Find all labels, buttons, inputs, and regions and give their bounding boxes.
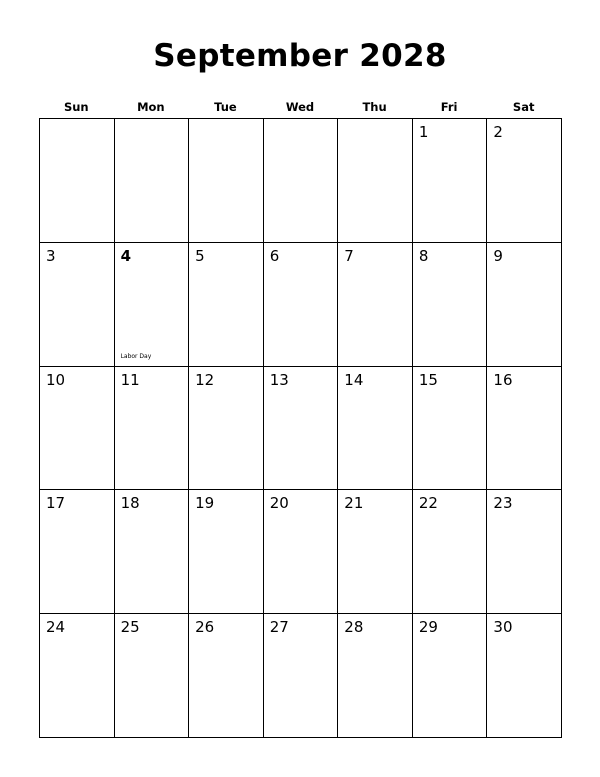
- day-cell: [413, 614, 488, 738]
- empty-day-cell: [264, 119, 339, 243]
- day-cell: [264, 490, 339, 614]
- day-number: 19: [195, 494, 215, 513]
- empty-day-cell: [338, 119, 413, 243]
- day-number: 27: [269, 618, 289, 637]
- day-cell: [413, 243, 488, 367]
- day-number: 21: [344, 494, 364, 513]
- day-number: 12: [195, 370, 215, 389]
- day-number: 28: [344, 618, 364, 637]
- day-number: 9: [493, 246, 503, 265]
- day-number: 15: [418, 370, 438, 389]
- day-number: 16: [493, 370, 513, 389]
- calendar-title: September 2028: [153, 38, 447, 74]
- day-number: 26: [195, 618, 215, 637]
- day-cell: [115, 490, 190, 614]
- day-number: 7: [344, 246, 354, 265]
- day-number: 13: [269, 370, 289, 389]
- day-cell: [487, 367, 562, 491]
- weekday-header-row: [39, 98, 561, 116]
- weekday-thu: Thu: [362, 100, 387, 114]
- day-number: 1: [418, 123, 429, 141]
- day-cell: [115, 243, 190, 367]
- day-number: 5: [195, 246, 205, 265]
- day-cell: [264, 614, 339, 738]
- day-number: 4: [120, 246, 131, 265]
- day-cell: [487, 119, 562, 243]
- day-cell: [189, 490, 264, 614]
- day-number: 20: [269, 494, 289, 513]
- holiday-label: Labor Day: [120, 352, 152, 360]
- day-cell: [338, 490, 413, 614]
- day-cell: [413, 119, 488, 243]
- weekday-wed: Wed: [285, 100, 315, 114]
- day-cell: [40, 243, 115, 367]
- day-cell: [40, 614, 115, 738]
- day-cell: [487, 243, 562, 367]
- day-number: 8: [418, 246, 429, 265]
- empty-day-cell: [189, 119, 264, 243]
- day-number: 25: [120, 618, 140, 637]
- day-number: 29: [418, 618, 438, 637]
- day-number: 3: [46, 246, 56, 265]
- day-cell: [40, 490, 115, 614]
- day-cell: [40, 367, 115, 491]
- day-number: 6: [269, 246, 280, 265]
- day-number: 30: [493, 618, 513, 637]
- day-number: 18: [120, 494, 140, 513]
- day-cell: [264, 243, 339, 367]
- calendar-grid: [39, 118, 562, 738]
- day-cell: [338, 367, 413, 491]
- day-cell: [487, 614, 562, 738]
- day-cell: [189, 243, 264, 367]
- weekday-mon: Mon: [137, 100, 165, 114]
- empty-day-cell: [115, 119, 190, 243]
- day-number: 10: [46, 370, 66, 389]
- weekday-fri: Fri: [440, 100, 458, 114]
- day-cell: [338, 243, 413, 367]
- day-cell: [338, 614, 413, 738]
- day-number: 17: [46, 494, 66, 513]
- day-cell: [115, 367, 190, 491]
- day-cell: [413, 367, 488, 491]
- day-cell: [115, 614, 190, 738]
- day-number: 11: [120, 370, 140, 389]
- day-cell: [487, 490, 562, 614]
- day-number: 2: [493, 123, 503, 141]
- day-cell: [189, 367, 264, 491]
- day-number: 23: [493, 494, 513, 513]
- weekday-sat: Sat: [512, 100, 535, 114]
- day-number: 22: [418, 494, 438, 513]
- weekday-sun: Sun: [63, 100, 89, 114]
- day-cell: [413, 490, 488, 614]
- day-number: 14: [344, 370, 364, 389]
- empty-day-cell: [40, 119, 115, 243]
- weekday-tue: Tue: [214, 100, 237, 114]
- day-cell: [264, 367, 339, 491]
- day-cell: [189, 614, 264, 738]
- day-number: 24: [46, 618, 66, 637]
